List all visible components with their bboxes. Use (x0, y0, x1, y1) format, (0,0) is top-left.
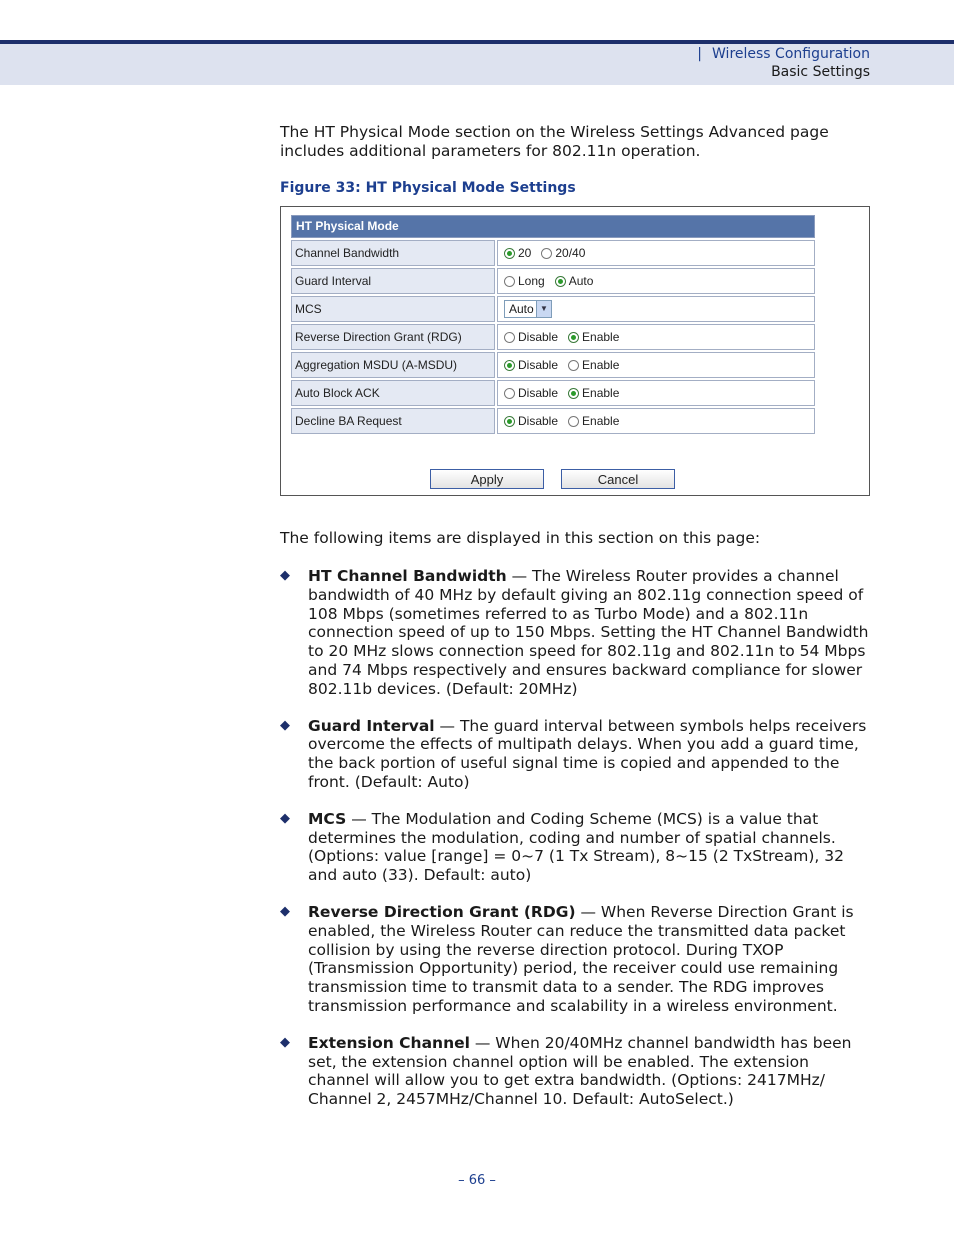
radio-rdg-disable[interactable]: Disable (504, 330, 558, 344)
list-item: ◆ HT Channel Bandwidth — The Wireless Router provides a channel bandwidth of 40 MHz by default giving an 802.11g connection speed of 108 Mbps (sometimes referred to as Turbo Mode) and a 802.11n connection speed of up to 150 Mbps. Setting the HT Channel Bandwidth to 20 MHz slows connection speed for 802.11g and 802.11n to 54 Mbps and 74 Mbps respectively and ensures backward compliance for slower 802.11b devices. (Default: 20MHz) (280, 567, 869, 698)
row-value (497, 352, 815, 378)
radio-selected-icon (568, 388, 579, 399)
list-item: ◆ Extension Channel — When 20/40MHz channel bandwidth has been set, the extension channel option will be enabled. The extension channel will allow you to get extra bandwidth. (Options: 2417MHz/ Channel 2, 2457MHz/Channel 10. Default: AutoSelect.) (280, 1033, 852, 1109)
radio-unselected-icon (541, 248, 552, 259)
diamond-bullet-icon: ◆ (280, 810, 290, 826)
radio-gi-auto[interactable]: Auto (555, 274, 594, 288)
list-item: ◆ Guard Interval — The guard interval between symbols helps receivers overcome the effects of multipath delays. When you add a guard time, the back portion of useful signal time is copied and appended to the front. (Default: Auto) (280, 716, 867, 791)
radio-unselected-icon (504, 332, 515, 343)
intro-paragraph: The HT Physical Mode section on the Wireless Settings Advanced page includes additional parameters for 802.11n operation. (280, 123, 829, 160)
row-value (497, 268, 815, 294)
header-section (697, 46, 870, 62)
row-label: Decline BA Request (291, 408, 495, 434)
row-decline-ba (291, 408, 815, 434)
ht-panel-title: HT Physical Mode (291, 215, 815, 238)
row-value (497, 408, 815, 434)
radio-amsdu-disable[interactable]: Disable (504, 358, 558, 372)
diamond-bullet-icon: ◆ (280, 903, 290, 919)
radio-rdg-enable[interactable]: Enable (568, 330, 619, 344)
row-label: Auto Block ACK (291, 380, 495, 406)
radio-bw-20-40[interactable]: 20/40 (541, 246, 585, 260)
diamond-bullet-icon: ◆ (280, 568, 290, 583)
radio-selected-icon (555, 276, 566, 287)
row-label: Guard Interval (291, 268, 495, 294)
radio-amsdu-enable[interactable]: Enable (568, 358, 619, 372)
radio-unselected-icon (568, 360, 579, 371)
row-label: Reverse Direction Grant (RDG) (291, 324, 495, 350)
radio-selected-icon (568, 332, 579, 343)
radio-dba-enable[interactable]: Enable (568, 414, 619, 428)
row-label: Channel Bandwidth (291, 240, 495, 266)
radio-gi-long[interactable]: Long (504, 274, 545, 288)
diamond-bullet-icon: ◆ (280, 1034, 290, 1050)
bullet-list (280, 567, 870, 1127)
radio-unselected-icon (568, 416, 579, 427)
radio-aba-disable[interactable]: Disable (504, 386, 558, 400)
chevron-down-icon[interactable]: ▼ (536, 301, 551, 317)
ht-settings-table (291, 215, 815, 434)
cancel-button[interactable]: Cancel (561, 469, 675, 489)
apply-button[interactable]: Apply (430, 469, 544, 489)
row-amsdu (291, 352, 815, 378)
row-value (497, 380, 815, 406)
row-label: MCS (291, 296, 495, 322)
diamond-bullet-icon: ◆ (280, 717, 290, 733)
row-value (497, 240, 815, 266)
mcs-select[interactable]: Auto ▼ (504, 300, 552, 318)
page-number: – 66 – (458, 1173, 496, 1188)
items-intro: The following items are displayed in this section on this page: (280, 529, 761, 547)
radio-unselected-icon (504, 388, 515, 399)
figure-caption: Figure 33: HT Physical Mode Settings (280, 180, 576, 196)
radio-unselected-icon (504, 276, 515, 287)
row-rdg (291, 324, 815, 350)
row-guard-interval (291, 268, 815, 294)
row-auto-block-ack (291, 380, 815, 406)
radio-selected-icon (504, 248, 515, 259)
radio-aba-enable[interactable]: Enable (568, 386, 619, 400)
row-mcs (291, 296, 815, 322)
row-label: Aggregation MSDU (A-MSDU) (291, 352, 495, 378)
list-item: ◆ Reverse Direction Grant (RDG) — When Reverse Direction Grant is enabled, the Wireless Router can reduce the transmitted data packet collision by using the reverse direction protocol. During TXOP (Transmission Opportunity) period, the receiver could use remaining transmission time to transmit data to a sender. The RDG improves transmission performance and scalability in a wireless environment. (280, 902, 854, 1015)
header-separator: | (697, 46, 703, 62)
row-channel-bandwidth (291, 240, 815, 266)
list-item: ◆ MCS — The Modulation and Coding Scheme (MCS) is a value that determines the modulation, coding and number of spatial channels. (Options: value [range] = 0~7 (1 Tx Stream), 8~15 (2 TxStream), 32 and auto (33). Default: auto) (280, 809, 844, 885)
radio-selected-icon (504, 360, 515, 371)
radio-bw-20[interactable]: 20 (504, 246, 531, 260)
figure-ht-physical-mode (280, 206, 870, 496)
row-value (497, 324, 815, 350)
row-value (497, 296, 815, 322)
radio-selected-icon (504, 416, 515, 427)
header-section-title: Wireless Configuration (712, 46, 870, 62)
header-subsection: Basic Settings (771, 64, 870, 80)
radio-dba-disable[interactable]: Disable (504, 414, 558, 428)
